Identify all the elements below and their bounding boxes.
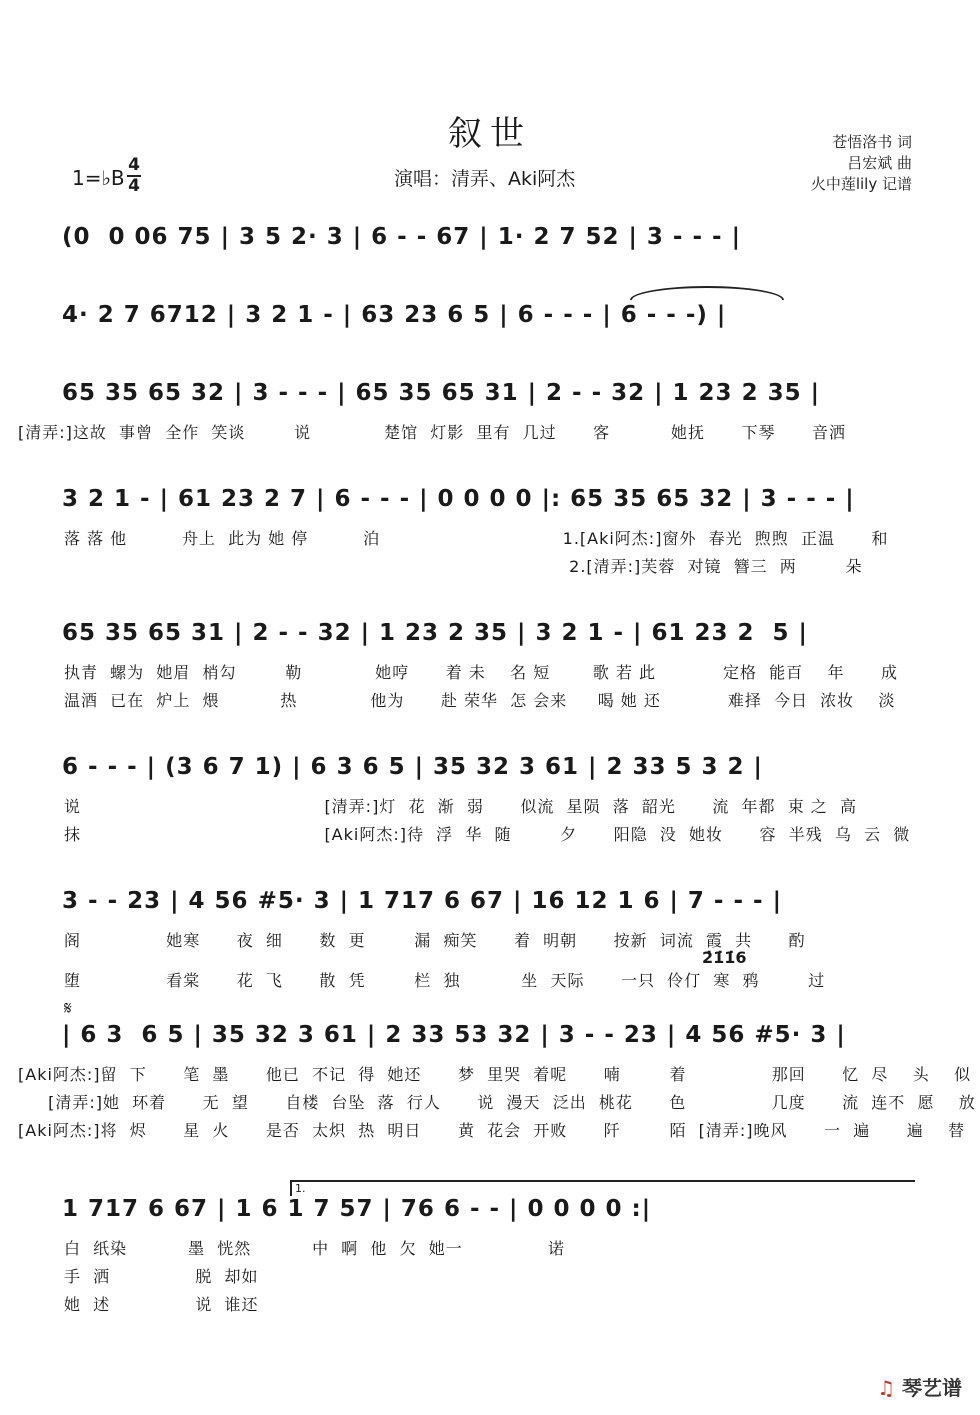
lyric-line-1: 执青 螺为 她眉 梢勾 勒 她哼 着 未 名 短 歌 若 此 定格 能百 年 成 <box>64 663 899 682</box>
lyric-line-1: [Aki阿杰:]留 下 笔 墨 他已 不记 得 她还 梦 里哭 着呢 喃 着 那回 忆 尽 头 似 <box>18 1065 972 1084</box>
lyric-line-2: 抹 [Aki阿杰:]待 浮 华 随 夕 阳隐 没 她妆 容 半残 乌 云 微 <box>64 825 911 844</box>
score-row-9 <box>62 1196 922 1314</box>
time-signature <box>127 156 141 196</box>
grace-notes: 2̇1̇1̇6 <box>702 948 747 967</box>
volta-bracket: 1. <box>290 1180 915 1196</box>
lyric-line-2: 手 洒 脱 却如 <box>64 1267 259 1286</box>
notation-line: 3 - - 23 | 4 56 #5· 3 | 1 717 6 67 | 16 12 1 6 | 7 - - - | <box>62 888 782 914</box>
notation-line: 6 - - - | (3 6 7 1) | 6 3 6 5 | 35 32 3 61 | 2 33 5 3 2 | <box>62 754 763 780</box>
lyric-line-3: [Aki阿杰:]将 烬 星 火 是否 太炽 热 明日 黄 花会 开败 阡 陌 [清弄:]晚风 一 遍 遍 替 <box>18 1121 966 1140</box>
lyric-line-2: [清弄:]她 环着 无 望 自楼 台坠 落 行人 说 漫天 泛出 桃花 色 几度 流 连不 愿 放 <box>42 1093 976 1112</box>
score-row-5 <box>62 620 922 710</box>
meter-top: 4 <box>128 155 140 175</box>
logo-text: 琴艺谱 <box>902 1376 962 1400</box>
site-logo <box>877 1372 962 1401</box>
notation-line: 3 2 1 - | 61 23 2 7 | 6 - - - | 0 0 0 0 |: 65 35 65 32 | 3 - - - | <box>62 486 855 512</box>
song-title: 叙世 <box>448 114 532 154</box>
notation-line: (0 0 06 75 | 3 5 2· 3 | 6 - - 67 | 1· 2 7 52 | 3 - - - | <box>62 224 741 250</box>
transcriber-credit: 火中莲lily 记谱 <box>810 175 912 193</box>
notation-line: 65 35 65 32 | 3 - - - | 65 35 65 31 | 2 - - 32 | 1 23 2 35 | <box>62 380 820 406</box>
score-row-6 <box>62 754 922 844</box>
score-row-4 <box>62 486 922 576</box>
credits <box>811 132 912 195</box>
lyric-line-2: 2.[清弄:]芙蓉 对镜 簪三 两 朵 <box>64 557 863 576</box>
score-row-8 <box>18 1022 976 1140</box>
score-row-1 <box>62 224 922 264</box>
score-row-3 <box>18 380 922 442</box>
tie-mark <box>630 286 784 300</box>
key-signature: 1=♭B <box>72 166 125 190</box>
notation-line: 65 35 65 31 | 2 - - 32 | 1 23 2 35 | 3 2 1 - | 61 23 2 5 | <box>62 620 808 646</box>
notation-line: 4· 2 7 6712 | 3 2 1 - | 63 23 6 5 | 6 - - - | 6 - - -) | <box>62 302 727 328</box>
lyric-line-1: 阁 她寒 夜 细 数 更 漏 痴笑 着 明朝 按新 词流 霞 共 酌 <box>64 931 806 950</box>
lyric-line-2: 温酒 已在 炉上 煨 热 他为 赴 荣华 怎 会来 喝 她 还 难择 今日 浓妆 淡 <box>64 691 896 710</box>
meter-bottom: 4 <box>128 176 140 196</box>
singer-line: 演唱：清弄、Aki阿杰 <box>394 168 576 190</box>
lyricist-credit: 苍悟洛书 词 <box>832 133 912 151</box>
lyric-line-1: 白 纸染 墨 恍然 中 啊 他 欠 她一 诺 <box>64 1239 565 1258</box>
lyric-line-3: 她 述 说 谁还 <box>64 1295 259 1314</box>
lyric-line-1: 说 [清弄:]灯 花 渐 弱 似流 星陨 落 韶光 流 年都 束 之 高 <box>64 797 857 816</box>
segno-mark: 𝄋 <box>64 998 72 1019</box>
score-row-2 <box>62 302 922 342</box>
logo-icon: ♫ <box>877 1376 896 1400</box>
notation-line: | 6 3 6 5 | 35 32 3 61 | 2 33 53 32 | 3 - - 23 | 4 56 #5· 3 | <box>62 1022 846 1048</box>
lyric-line-2: 堕 看棠 花 飞 散 凭 栏 独 坐 天际 一只 伶仃 寒 鸦 过 <box>64 971 826 990</box>
score-row-7 <box>62 888 922 990</box>
lyric-line-1: [清弄:]这故 事曾 全作 笑谈 说 楚馆 灯影 里有 几过 客 她抚 下琴 音洒 <box>18 423 847 442</box>
composer-credit: 吕宏斌 曲 <box>847 154 912 172</box>
lyric-line-1: 落 落 他 舟上 此为 她 停 泊 1.[Aki阿杰:]窗外 春光 煦煦 正温 和 <box>64 529 889 548</box>
notation-line: 1 717 6 67 | 1 6 1 7 57 | 76 6 - - | 0 0 0 0 :| <box>62 1196 652 1222</box>
